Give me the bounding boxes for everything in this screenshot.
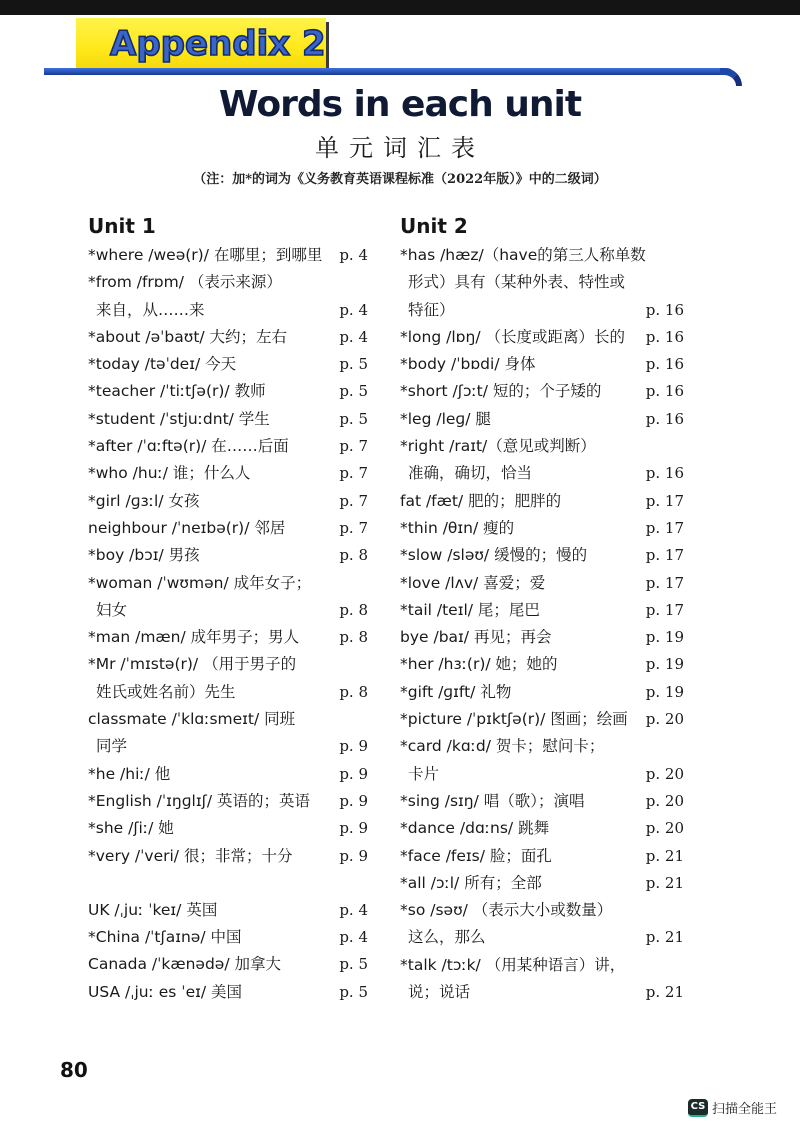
- unit-1-column: [88, 210, 368, 1006]
- word-entry: [400, 651, 684, 678]
- word-entry: [88, 242, 368, 269]
- appendix-tab: [76, 18, 326, 70]
- page-reference: p. 21: [645, 846, 684, 865]
- page-reference: p. 16: [645, 409, 684, 428]
- word-headline: *China /ˈtʃaɪnə/ 中国: [88, 928, 242, 947]
- word-headline: *thin /θɪn/ 瘦的: [400, 518, 515, 537]
- word-entry: [400, 733, 684, 788]
- page-reference: p. 19: [645, 682, 684, 701]
- word-definition-continued: 姓氏或姓名前）先生: [96, 682, 236, 701]
- word-headline: *today /təˈdeɪ/ 今天: [88, 355, 237, 374]
- word-entry: [88, 378, 368, 405]
- word-headline: bye /baɪ/ 再见；再会: [400, 628, 552, 647]
- word-entry: [400, 843, 684, 870]
- page-reference: p. 17: [645, 491, 684, 510]
- page-reference: p. 5: [339, 355, 368, 374]
- word-definition-continued: 卡片: [408, 764, 440, 783]
- word-entry: [88, 570, 368, 625]
- page-reference: p. 9: [339, 846, 368, 865]
- appendix-label: Appendix 2: [110, 24, 326, 64]
- word-entry: [88, 951, 368, 978]
- word-entry: [400, 406, 684, 433]
- word-definition-continued: 特征）: [408, 300, 455, 319]
- word-headline: *body /ˈbɒdi/ 身体: [400, 355, 536, 374]
- word-entry: [88, 815, 368, 842]
- page-reference: p. 21: [645, 928, 684, 947]
- page-reference: p. 21: [645, 983, 684, 1002]
- word-entry: [88, 924, 368, 951]
- page-reference: p. 5: [339, 382, 368, 401]
- page-reference: p. 17: [645, 518, 684, 537]
- word-headline: *she /ʃiː/ 她: [88, 819, 174, 838]
- watermark-text: 扫描全能王: [712, 1102, 778, 1117]
- word-entry: [400, 378, 684, 405]
- word-headline: UK /ˌjuː ˈkeɪ/ 英国: [88, 900, 218, 919]
- word-headline: neighbour /ˈneɪbə(r)/ 邻居: [88, 518, 286, 537]
- page-reference: p. 7: [339, 464, 368, 483]
- page-reference: p. 16: [645, 327, 684, 346]
- word-headline: *student /ˈstjuːdnt/ 学生: [88, 409, 270, 428]
- word-entry: [88, 351, 368, 378]
- word-headline: *man /mæn/ 成年男子；男人: [88, 628, 300, 647]
- word-entry: [88, 460, 368, 487]
- word-headline: *love /lʌv/ 喜爱；爱: [400, 573, 546, 592]
- word-definition-continued: 同学: [96, 737, 128, 756]
- page-reference: p. 4: [339, 300, 368, 319]
- word-headline: *after /ˈɑːftə(r)/ 在……后面: [88, 437, 289, 456]
- word-entry: [400, 815, 684, 842]
- page-reference: p. 5: [339, 955, 368, 974]
- word-headline: *dance /dɑːns/ 跳舞: [400, 819, 550, 838]
- camscanner-logo-icon: CS: [688, 1099, 708, 1117]
- word-entry: [88, 706, 368, 761]
- page-subtitle-cn: 单元词汇表: [315, 134, 485, 162]
- page-reference: p. 20: [645, 819, 684, 838]
- word-headline: *teacher /ˈtiːtʃə(r)/ 教师: [88, 382, 266, 401]
- page-reference: p. 8: [339, 628, 368, 647]
- word-entry: [400, 542, 684, 569]
- word-entry: [88, 269, 368, 324]
- word-entry: [88, 433, 368, 460]
- word-entry: [400, 706, 684, 733]
- word-definition-continued: 说；说话: [408, 983, 471, 1002]
- word-entry: [400, 624, 684, 651]
- word-headline: classmate /ˈklɑːsmeɪt/ 同班: [88, 710, 296, 729]
- word-headline: *tail /teɪl/ 尾；尾巴: [400, 600, 540, 619]
- word-definition-continued: 形式）具有（某种外表、特性或: [408, 273, 626, 292]
- section-gap: [88, 870, 368, 897]
- word-entry: [400, 952, 684, 1007]
- word-entry: [88, 324, 368, 351]
- word-definition-continued: 妇女: [96, 600, 128, 619]
- page-reference: p. 8: [339, 600, 368, 619]
- word-headline: *woman /ˈwʊmən/ 成年女子；: [88, 573, 312, 592]
- word-headline: *talk /tɔːk/ （用某种语言）讲，: [400, 955, 626, 974]
- word-headline: *he /hiː/ 他: [88, 764, 171, 783]
- word-entry: [400, 351, 684, 378]
- curriculum-note: （注：加*的词为《义务教育英语课程标准（2022年版）》中的二级词）: [193, 172, 607, 187]
- word-headline: USA /ˌjuː es ˈeɪ/ 美国: [88, 982, 243, 1001]
- word-entry: [88, 979, 368, 1006]
- word-headline: *face /feɪs/ 脸；面孔: [400, 846, 552, 865]
- page-reference: p. 5: [339, 982, 368, 1001]
- page-reference: p. 4: [339, 928, 368, 947]
- word-entry: [400, 242, 684, 324]
- word-headline: fat /fæt/ 肥的；肥胖的: [400, 491, 562, 510]
- word-entry: [88, 651, 368, 706]
- word-headline: *who /huː/ 谁；什么人: [88, 464, 251, 483]
- page-reference: p. 16: [645, 464, 684, 483]
- unit-2-column: [400, 210, 684, 1006]
- word-headline: Canada /ˈkænədə/ 加拿大: [88, 955, 281, 974]
- unit-1-word-list: [88, 242, 368, 870]
- unit-title: Unit 2: [400, 214, 468, 238]
- page-reference: p. 8: [339, 682, 368, 701]
- word-entry: [400, 788, 684, 815]
- page-reference: p. 21: [645, 873, 684, 892]
- word-entry: [400, 570, 684, 597]
- word-entry: [400, 433, 684, 488]
- header-rule: [44, 68, 734, 75]
- top-dark-bar: [0, 0, 800, 15]
- word-entry: [88, 761, 368, 788]
- word-headline: *so /səʊ/ （表示大小或数量）: [400, 901, 613, 920]
- word-headline: *Mr /ˈmɪstə(r)/ （用于男子的: [88, 655, 297, 674]
- page-title: Words in each unit: [218, 84, 582, 125]
- word-headline: *right /raɪt/（意见或判断）: [400, 437, 596, 456]
- word-entry: [400, 679, 684, 706]
- word-headline: *short /ʃɔːt/ 短的；个子矮的: [400, 382, 602, 401]
- word-headline: *her /hɜː(r)/ 她；她的: [400, 655, 558, 674]
- page-number: 80: [60, 1058, 88, 1082]
- word-headline: *from /frɒm/ （表示来源）: [88, 273, 282, 292]
- word-headline: *very /ˈveri/ 很；非常；十分: [88, 846, 293, 865]
- word-entry: [88, 897, 368, 924]
- tab-edge-divider: [326, 22, 329, 70]
- word-headline: *sing /sɪŋ/ 唱（歌）；演唱: [400, 791, 585, 810]
- page-reference: p. 4: [339, 246, 368, 264]
- page-reference: p. 9: [339, 819, 368, 838]
- word-entry: [88, 843, 368, 870]
- word-headline: *girl /ɡɜːl/ 女孩: [88, 491, 200, 510]
- page-reference: p. 7: [339, 491, 368, 510]
- page-reference: p. 16: [645, 300, 684, 319]
- page-reference: p. 9: [339, 737, 368, 756]
- word-headline: *about /əˈbaʊt/ 大约；左右: [88, 327, 288, 346]
- page-reference: p. 5: [339, 409, 368, 428]
- unit-2-word-list: [400, 242, 684, 1006]
- page-reference: p. 20: [645, 791, 684, 810]
- word-headline: *leg /leɡ/ 腿: [400, 409, 491, 428]
- word-definition-continued: 准确，确切，恰当: [408, 464, 533, 483]
- page-reference: p. 19: [645, 628, 684, 647]
- page-reference: p. 9: [339, 791, 368, 810]
- word-headline: *slow /sləʊ/ 缓慢的；慢的: [400, 546, 588, 565]
- page-reference: p. 7: [339, 437, 368, 456]
- word-entry: [88, 788, 368, 815]
- word-entry: [400, 597, 684, 624]
- word-entry: [88, 406, 368, 433]
- unit-1-proper-nouns: [88, 897, 368, 1006]
- page-reference: p. 19: [645, 655, 684, 674]
- word-entry: [88, 488, 368, 515]
- unit-title: Unit 1: [88, 214, 156, 238]
- page-reference: p. 7: [339, 518, 368, 537]
- word-entry: [400, 324, 684, 351]
- word-headline: *long /lɒŋ/ （长度或距离）长的: [400, 327, 625, 346]
- scanner-watermark: [688, 1098, 777, 1117]
- word-headline: *card /kɑːd/ 贺卡；慰问卡；: [400, 737, 605, 756]
- page-reference: p. 4: [339, 900, 368, 919]
- word-entry: [400, 897, 684, 952]
- word-headline: *gift /ɡɪft/ 礼物: [400, 682, 512, 701]
- word-headline: *has /hæz/（have的第三人称单数: [400, 246, 646, 264]
- word-headline: *English /ˈɪŋɡlɪʃ/ 英语的；英语: [88, 791, 310, 810]
- page-reference: p. 17: [645, 573, 684, 592]
- word-headline: *boy /bɔɪ/ 男孩: [88, 546, 200, 565]
- page-reference: p. 16: [645, 355, 684, 374]
- page-reference: p. 20: [645, 764, 684, 783]
- word-entry: [400, 488, 684, 515]
- page-reference: p. 8: [339, 546, 368, 565]
- word-entry: [88, 515, 368, 542]
- word-headline: *where /weə(r)/ 在哪里；到哪里: [88, 246, 323, 264]
- page-reference: p. 4: [339, 327, 368, 346]
- word-entry: [400, 515, 684, 542]
- page-reference: p. 17: [645, 600, 684, 619]
- word-entry: [400, 870, 684, 897]
- word-entry: [88, 542, 368, 569]
- page-reference: p. 17: [645, 546, 684, 565]
- word-definition-continued: 来自，从……来: [96, 300, 205, 319]
- page-reference: p. 20: [645, 710, 684, 729]
- word-headline: *all /ɔːl/ 所有；全部: [400, 873, 542, 892]
- word-entry: [88, 624, 368, 651]
- page-reference: p. 16: [645, 382, 684, 401]
- word-headline: *picture /ˈpɪktʃə(r)/ 图画；绘画: [400, 710, 628, 729]
- page-reference: p. 9: [339, 764, 368, 783]
- word-definition-continued: 这么，那么: [408, 928, 486, 947]
